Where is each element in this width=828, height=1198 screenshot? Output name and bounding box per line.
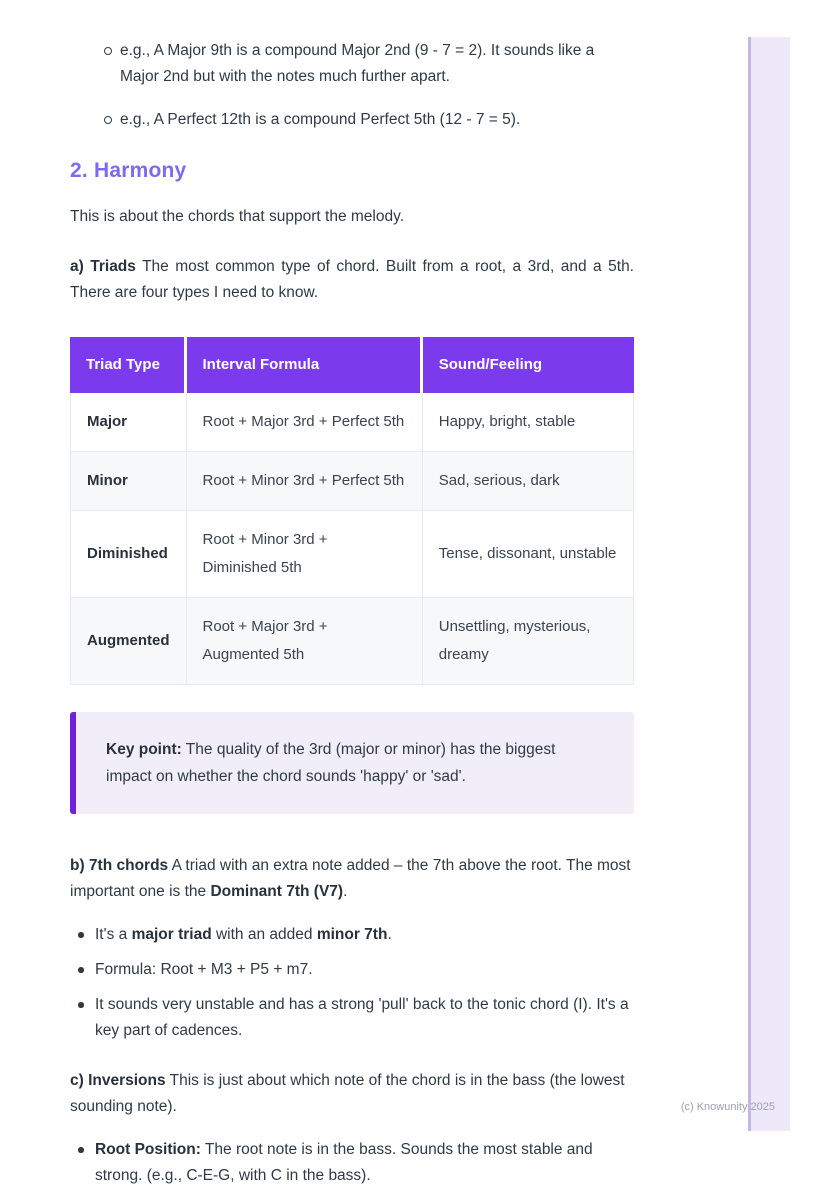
table-body: [70, 393, 634, 685]
inversions-list: [70, 1137, 634, 1189]
table-header-cell: Interval Formula: [187, 337, 423, 393]
bullet-icon: [78, 1002, 84, 1008]
key-point-text: The quality of the 3rd (major or minor) has the biggest impact on whether the chord sounds 'happy' or 'sad'.: [106, 741, 556, 785]
list-item-text: It sounds very unstable and has a strong 'pull' back to the tonic chord (I). It's a key part of cadences.: [95, 996, 629, 1039]
table-cell: Happy, bright, stable: [423, 393, 634, 452]
list-item-text: It's a: [95, 926, 132, 943]
compound-interval-examples-list: [70, 38, 634, 133]
list-item: [70, 992, 634, 1044]
table-cell: Major: [70, 393, 187, 452]
circle-bullet-icon: [104, 116, 112, 124]
list-item: [70, 38, 634, 90]
table-row: [70, 393, 634, 452]
bullet-icon: [78, 932, 84, 938]
table-row: [70, 452, 634, 511]
list-item-text: e.g., A Major 9th is a compound Major 2nd (9 - 7 = 2). It sounds like a Major 2nd but with the notes much further apart.: [120, 42, 595, 85]
table-cell: Unsettling, mysterious, dreamy: [423, 598, 634, 685]
list-item: [70, 957, 634, 983]
section-heading-harmony: 2. Harmony: [70, 159, 187, 182]
table-cell: Root + Major 3rd + Perfect 5th: [187, 393, 423, 452]
seventh-chords-paragraph: [70, 853, 634, 905]
dominant-seventh-bold: Dominant 7th (V7): [210, 883, 344, 900]
table-cell: Tense, dissonant, unstable: [423, 511, 634, 598]
table-header-cell: Sound/Feeling: [423, 337, 634, 393]
seventh-chords-list: [70, 922, 634, 1044]
table-header-row: [70, 337, 634, 393]
list-item-bold: major triad: [131, 926, 212, 943]
seventh-chords-text-end: .: [343, 883, 348, 900]
table-row: [70, 511, 634, 598]
list-item: [70, 1137, 634, 1189]
triads-label: a) Triads: [70, 258, 136, 275]
page-edge-strip: [748, 37, 790, 1131]
table-cell: Root + Minor 3rd + Diminished 5th: [187, 511, 423, 598]
list-item-text: The root note is in the bass. Sounds the most stable and strong. (e.g., C-E-G, with C in the bass).: [95, 1141, 593, 1184]
harmony-intro-paragraph: This is about the chords that support the melody.: [70, 208, 405, 225]
list-item-text: Formula: Root + M3 + P5 + m7.: [95, 961, 313, 978]
table-cell: Augmented: [70, 598, 187, 685]
table-cell: Minor: [70, 452, 187, 511]
table-cell: Root + Major 3rd + Augmented 5th: [187, 598, 423, 685]
list-item: [70, 107, 634, 133]
key-point-label: Key point:: [106, 741, 182, 758]
list-item-text: .: [387, 926, 392, 943]
triads-paragraph: [70, 254, 634, 306]
bullet-icon: [78, 1147, 84, 1153]
triads-description: The most common type of chord. Built from a root, a 3rd, and a 5th. There are four types I need to know.: [70, 258, 634, 301]
table-row: [70, 598, 634, 685]
table-header-cell: Triad Type: [70, 337, 187, 393]
table-header: [70, 337, 634, 393]
inversions-text: This is just about which note of the chord is in the bass (the lowest sounding note).: [70, 1072, 625, 1115]
table-cell: Sad, serious, dark: [423, 452, 634, 511]
list-item-text: with an added: [211, 926, 317, 943]
table-cell: Diminished: [70, 511, 187, 598]
bullet-icon: [78, 967, 84, 973]
inversions-paragraph: [70, 1068, 634, 1120]
triad-types-table: [70, 337, 634, 685]
seventh-chords-label: b) 7th chords: [70, 857, 169, 874]
list-item: [70, 922, 634, 948]
list-item-text: e.g., A Perfect 12th is a compound Perfect 5th (12 - 7 = 5).: [120, 111, 521, 128]
seventh-chords-text: A triad with an extra note added – the 7th above the root. The most important one is the: [70, 857, 631, 900]
list-item-bold: Root Position:: [95, 1141, 201, 1158]
document-page: [70, 0, 634, 1198]
list-item-bold: minor 7th: [316, 926, 388, 943]
inversions-label: c) Inversions: [70, 1072, 166, 1089]
key-point-callout: [70, 712, 634, 814]
copyright-footer: (c) Knowunity 2025: [680, 1101, 775, 1113]
table-cell: Root + Minor 3rd + Perfect 5th: [187, 452, 423, 511]
circle-bullet-icon: [104, 47, 112, 55]
